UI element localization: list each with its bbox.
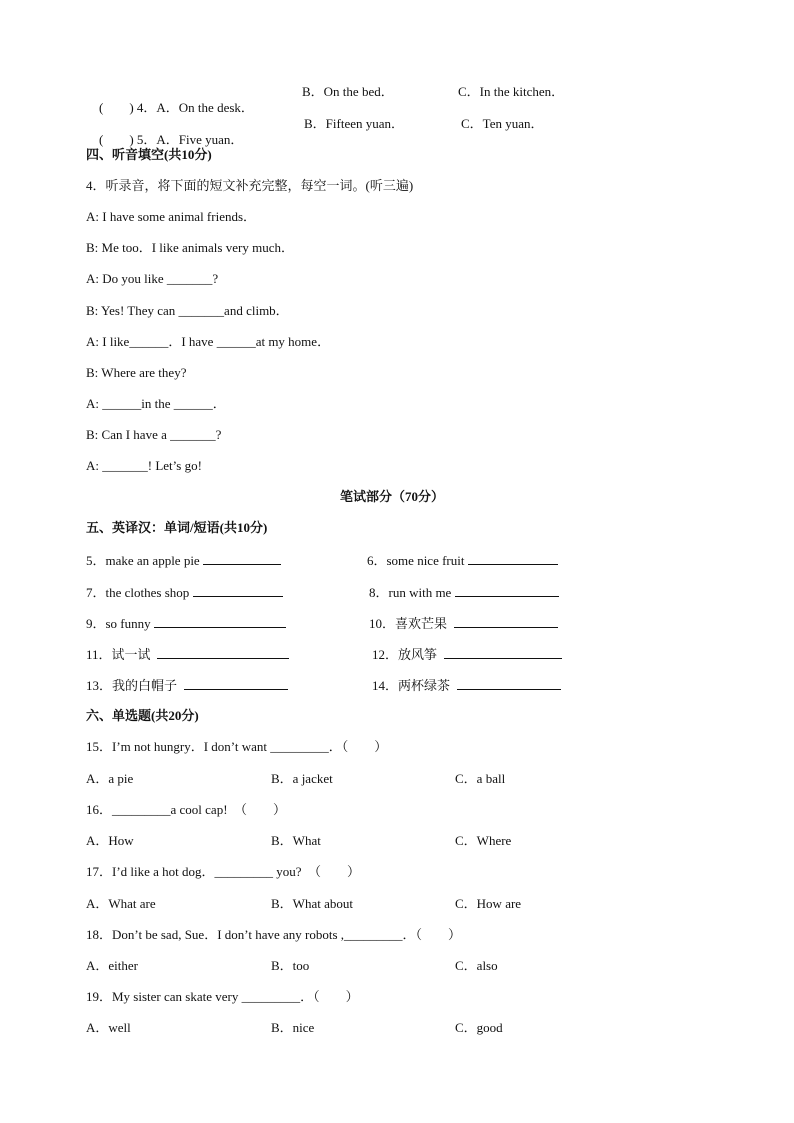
answer-blank[interactable] <box>468 552 558 565</box>
mc-option-c[interactable]: C．also <box>455 958 498 973</box>
dialogue-line: A: I like______．I have ______at my home． <box>86 334 331 349</box>
mc-option-c[interactable]: C．Where <box>455 833 512 848</box>
translation-item: 9．so funny <box>86 615 286 632</box>
mc-question-stem: 15．I’m not hungry．I don’t want _________．（ ） <box>86 739 388 754</box>
dialogue-line: A: Do you like _______? <box>86 271 219 286</box>
mc-option-a[interactable]: A．a pie <box>86 771 134 786</box>
mc-option-a[interactable]: A．either <box>86 958 138 973</box>
question-5-option-b: B．Fifteen yuan． <box>304 116 405 131</box>
translation-item: 14．两杯绿茶 <box>372 677 561 694</box>
translation-item: 10．喜欢芒果 <box>369 615 558 632</box>
question-5-option-c: C．Ten yuan． <box>461 116 544 131</box>
translation-item: 7．the clothes shop <box>86 584 283 601</box>
mc-option-b[interactable]: B．too <box>271 958 310 973</box>
mc-option-c[interactable]: C．good <box>455 1020 503 1035</box>
mc-question-stem: 18．Don’t be sad, Sue．I don’t have any robots ,_________．（ ） <box>86 927 462 942</box>
mc-question-stem: 19．My sister can skate very _________．（ ） <box>86 989 359 1004</box>
question-5-option-a: Five yuan． <box>178 132 244 147</box>
mc-option-a[interactable]: A．What are <box>86 896 156 911</box>
mc-question-stem: 16．_________a cool cap! （ ） <box>86 802 287 817</box>
translation-item: 12．放风筝 <box>372 646 562 663</box>
dialogue-line: A: ______in the ______． <box>86 396 226 411</box>
translation-item: 13．我的白帽子 <box>86 677 288 694</box>
mc-option-b[interactable]: B．What <box>271 833 321 848</box>
answer-blank[interactable] <box>184 677 288 690</box>
dialogue-line: B: Where are they? <box>86 365 187 380</box>
question-5-prefix: ( ) 5．A． <box>99 132 179 147</box>
answer-blank[interactable] <box>454 615 558 628</box>
written-part-title: 笔试部分（70分） <box>340 489 445 504</box>
answer-blank[interactable] <box>455 584 559 597</box>
section4-instruction: 4．听录音，将下面的短文补充完整，每空一词。(听三遍) <box>86 178 414 193</box>
mc-option-c[interactable]: C．How are <box>455 896 522 911</box>
question-4-option-a: On the desk． <box>178 100 254 115</box>
translation-item: 8．run with me <box>369 584 559 601</box>
dialogue-line: B: Me too．I like animals very much． <box>86 240 294 255</box>
section5-heading: 五、英译汉：单词/短语(共10分) <box>86 520 268 535</box>
dialogue-line: A: I have some animal friends． <box>86 209 257 224</box>
answer-blank[interactable] <box>193 584 283 597</box>
mc-option-a[interactable]: A．How <box>86 833 134 848</box>
mc-option-c[interactable]: C．a ball <box>455 771 506 786</box>
mc-option-b[interactable]: B．nice <box>271 1020 315 1035</box>
mc-option-b[interactable]: B．a jacket <box>271 771 333 786</box>
translation-item: 5．make an apple pie <box>86 552 281 569</box>
section6-heading: 六、单选题(共20分) <box>86 708 199 723</box>
answer-blank[interactable] <box>444 646 562 659</box>
mc-question-stem: 17．I’d like a hot dog．_________ you? （ ） <box>86 864 361 879</box>
translation-item: 11．试一试 <box>86 646 289 663</box>
dialogue-line: A: _______! Let’s go! <box>86 458 202 473</box>
mc-option-a[interactable]: A．well <box>86 1020 131 1035</box>
answer-blank[interactable] <box>157 646 289 659</box>
answer-blank[interactable] <box>203 552 281 565</box>
answer-blank[interactable] <box>154 615 286 628</box>
dialogue-line: B: Can I have a _______? <box>86 427 222 442</box>
answer-blank[interactable] <box>457 677 561 690</box>
question-4-option-b: B．On the bed． <box>302 84 394 99</box>
mc-option-b[interactable]: B．What about <box>271 896 353 911</box>
question-4-prefix: ( ) 4．A． <box>99 100 179 115</box>
translation-item: 6．some nice fruit <box>367 552 558 569</box>
dialogue-line: B: Yes! They can _______and climb． <box>86 303 289 318</box>
section4-heading: 四、听音填空(共10分) <box>86 147 212 162</box>
question-4-option-c: C．In the kitchen． <box>458 84 565 99</box>
